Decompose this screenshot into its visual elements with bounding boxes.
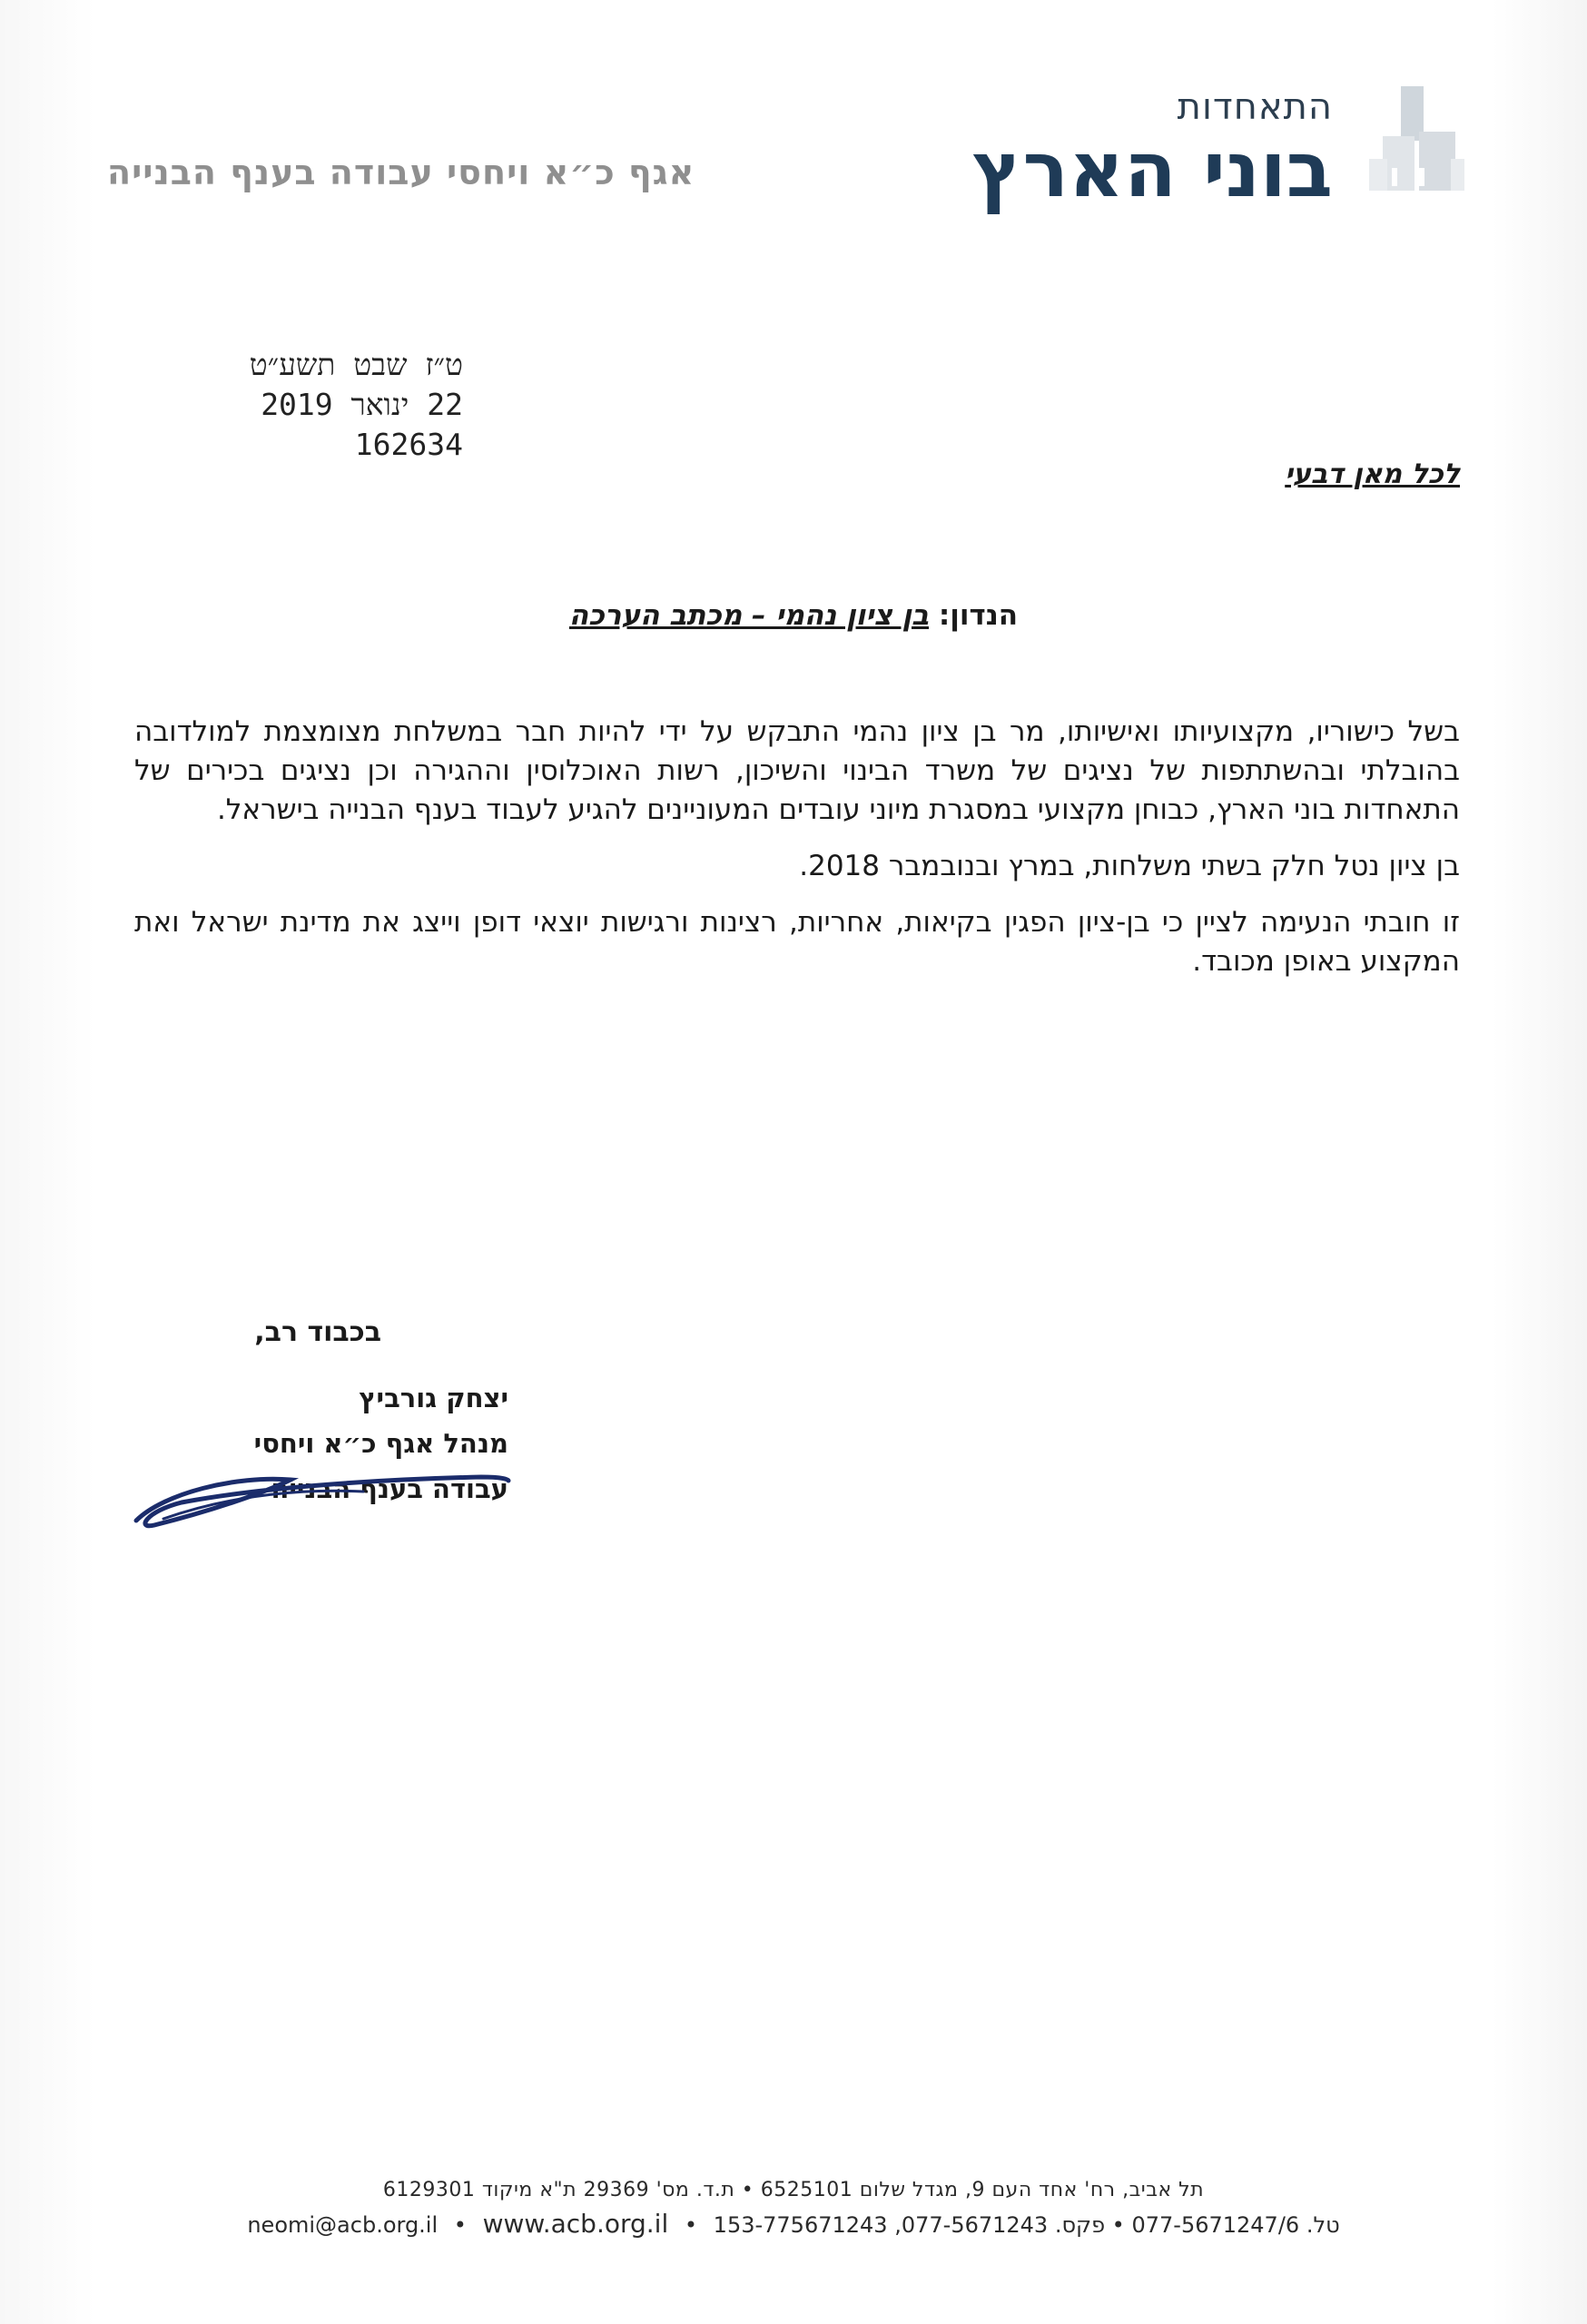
handwritten-signature <box>127 1439 527 1539</box>
logo-org-label: התאחדות <box>1177 86 1333 128</box>
signatory-title-1: מנהל אגף כ״א ויחסי <box>253 1428 508 1459</box>
subject-label: הנדון: <box>938 599 1019 632</box>
subject-line <box>0 599 1587 632</box>
signatory-name: יצחק גורביץ <box>359 1383 508 1413</box>
footer <box>0 2179 1587 2239</box>
logo-org-name: בוני הארץ <box>971 125 1333 214</box>
footer-contact: טל. 077-5671247/6 • פקס. 077-5671243, 153-775671243 • neomi@acb.org.il • www.acb.org.il <box>247 2209 1340 2239</box>
association-logo <box>906 86 1469 222</box>
body-paragraph-1: בשל כישוריו, מקצועיותו ואישיותו, מר בן ציון נהמי התבקש על ידי להיות חבר במשלחת מצומצמת למולדובה בהובלתי ובהשתתפות של נציגים של משרד הבינוי והשיכון, רשות האוכלוסין וההגירה וכן נציגים בכירים של התאחדות בוני הארץ, כבוחן מקצועי במסגרת מיוני עובדים המעוניינים להגיע לעבוד בענף הבנייה בישראל. <box>134 715 1460 826</box>
footer-email[interactable]: neomi@acb.org.il <box>247 2212 439 2238</box>
buildings-logo-icon <box>1365 86 1469 195</box>
closing: בכבוד רב, <box>254 1316 381 1348</box>
letter-body <box>134 713 1460 999</box>
date-block <box>136 345 463 465</box>
body-paragraph-3: זו חובתי הנעימה לציין כי בן-ציון הפגין בקיאות, אחריות, רצינות ורגישות יוצאי דופן וייצג את מדינת ישראל ואת המקצוע באופן מכובד. <box>134 906 1460 978</box>
footer-website[interactable]: www.acb.org.il <box>482 2209 669 2239</box>
footer-phones: טל. 077-5671247/6 • פקס. 077-5671243, 153-775671243 <box>713 2212 1340 2238</box>
addressee: לכל מאן דבעי <box>1285 458 1460 490</box>
department-name: אגף כ״א ויחסי עבודה בענף הבנייה <box>107 153 695 192</box>
signatory-title-2: עבודה בענף הבנייה <box>271 1473 508 1504</box>
gregorian-date: 22 ינואר 2019 <box>261 387 463 422</box>
body-paragraph-2: בן ציון נטל חלק בשתי משלחות, במרץ ובנובמבר 2018. <box>799 850 1460 882</box>
subject-text: בן ציון נהמי – מכתב הערכה <box>568 599 930 632</box>
reference-number: 162634 <box>354 427 463 462</box>
footer-address: תל אביב, רח' אחד העם 9, מגדל שלום 6525101 • ת.ד. מס' 29369 ת"א מיקוד 6129301 <box>382 2179 1205 2201</box>
hebrew-date: ט״ז שבט תשע״ט <box>249 347 463 382</box>
